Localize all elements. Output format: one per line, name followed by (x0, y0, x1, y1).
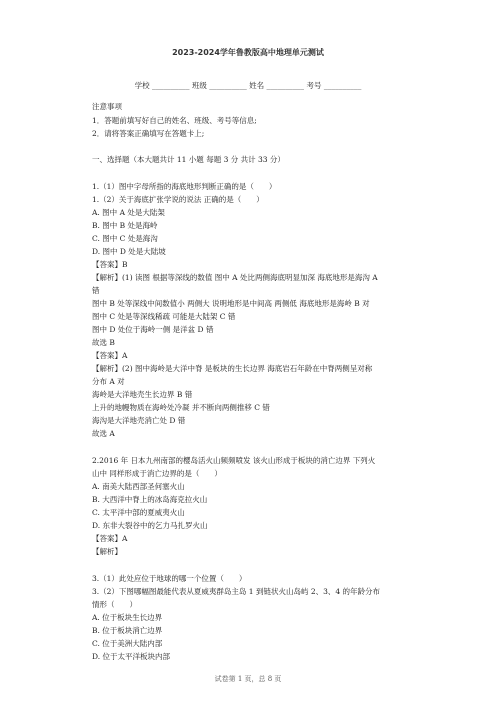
page-title: 2023-2024学年鲁教版高中地理单元测试 (172, 48, 324, 57)
analysis-text: 【解析】(1) 读图 根据等深线的数值 图中 A 处比两侧海底明显加深 海底地形是海沟 A (92, 273, 378, 282)
note-item: 1．答题前填写好自己的姓名、班级、考号等信息; (92, 116, 257, 125)
option-a: A. 南美大陆西部圣何塞火山 (92, 482, 185, 491)
answer-label: 【答案】A (92, 534, 128, 543)
option-d: D. 位于太平洋板块内部 (92, 652, 171, 661)
answer-label: 【答案】B (92, 260, 128, 269)
analysis-text: 故选 A (92, 429, 115, 438)
option-d: D. 图中 D 处是大陆坡 (92, 247, 166, 256)
option-b: B. 位于板块消亡边界 (92, 626, 163, 635)
analysis-text: 海岭是大洋地壳生长边界 B 错 (92, 390, 193, 399)
option-c: C. 太平洋中部的夏威夷火山 (92, 508, 185, 517)
option-d: D. 东非大裂谷中的乞力马扎罗火山 (92, 521, 208, 530)
analysis-text: 海沟是大洋地壳消亡处 D 错 (92, 416, 186, 425)
analysis-text: 图中 D 处位于海岭一侧 是洋盆 D 错 (92, 325, 214, 334)
analysis-text: 【解析】(2) 图中海岭是大洋中脊 是板块的生长边界 海底岩石年龄在中脊两侧呈对称 (92, 364, 373, 373)
question-text: 山中 同样形成于消亡边界的是（ ） (92, 469, 222, 478)
analysis-text: 错 (92, 286, 100, 295)
notes-heading: 注意事项 (92, 102, 122, 111)
option-a: A. 图中 A 处是大陆架 (92, 208, 165, 217)
analysis-text: 故选 B (92, 338, 115, 347)
analysis-text: 图中 C 处是等深线稀疏 可能是大陆架 C 错 (92, 312, 236, 321)
student-info-line: 学校 __________ 班级 __________ 姓名 __________ 考号 __________ (134, 81, 362, 90)
analysis-text: 图中 B 处等深线中间数值小 两侧大 说明地形是中间高 两侧低 海底地形是海岭 B 对 (92, 299, 370, 308)
option-b: B. 图中 B 处是海岭 (92, 221, 158, 230)
page-footer: 试卷第 1 页，总 8 页 (214, 675, 282, 683)
question-text: 3.（1）此处应位于地球的哪一个位置（ ） (92, 574, 247, 583)
option-b: B. 大西洋中脊上的冰岛海克拉火山 (92, 495, 208, 504)
analysis-text: 上升的地幔物质在海岭处冷凝 并不断向两侧推移 C 错 (92, 403, 270, 412)
section-heading: 一、选择题（本大题共计 11 小题 每题 3 分 共计 33 分） (92, 155, 285, 164)
question-text: 2.2016 年 日本九州南部的樱岛活火山频频喷发 该火山形成于板块的消亡边界 下列火 (92, 456, 376, 465)
option-c: C. 位于美洲大陆内部 (92, 639, 163, 648)
question-text: 1.（2）关于海底扩张学说的说法 正确的是（ ） (92, 195, 264, 204)
answer-label: 【答案】A (92, 351, 128, 360)
question-text: 情形（ ） (92, 600, 137, 609)
analysis-text: 分布 A 对 (92, 377, 125, 386)
option-a: A. 位于板块生长边界 (92, 613, 163, 622)
question-text: 3.（2）下图哪幅图最能代表从夏威夷群岛主岛 1 到链状火山岛屿 2、3、4 的年龄分布 (92, 587, 381, 596)
question-text: 1.（1）图中字母所指的海底地形判断正确的是（ ） (92, 182, 277, 191)
option-c: C. 图中 C 处是海沟 (92, 234, 158, 243)
note-item: 2．请将答案正确填写在答题卡上; (92, 129, 205, 138)
analysis-label: 【解析】 (92, 547, 122, 556)
